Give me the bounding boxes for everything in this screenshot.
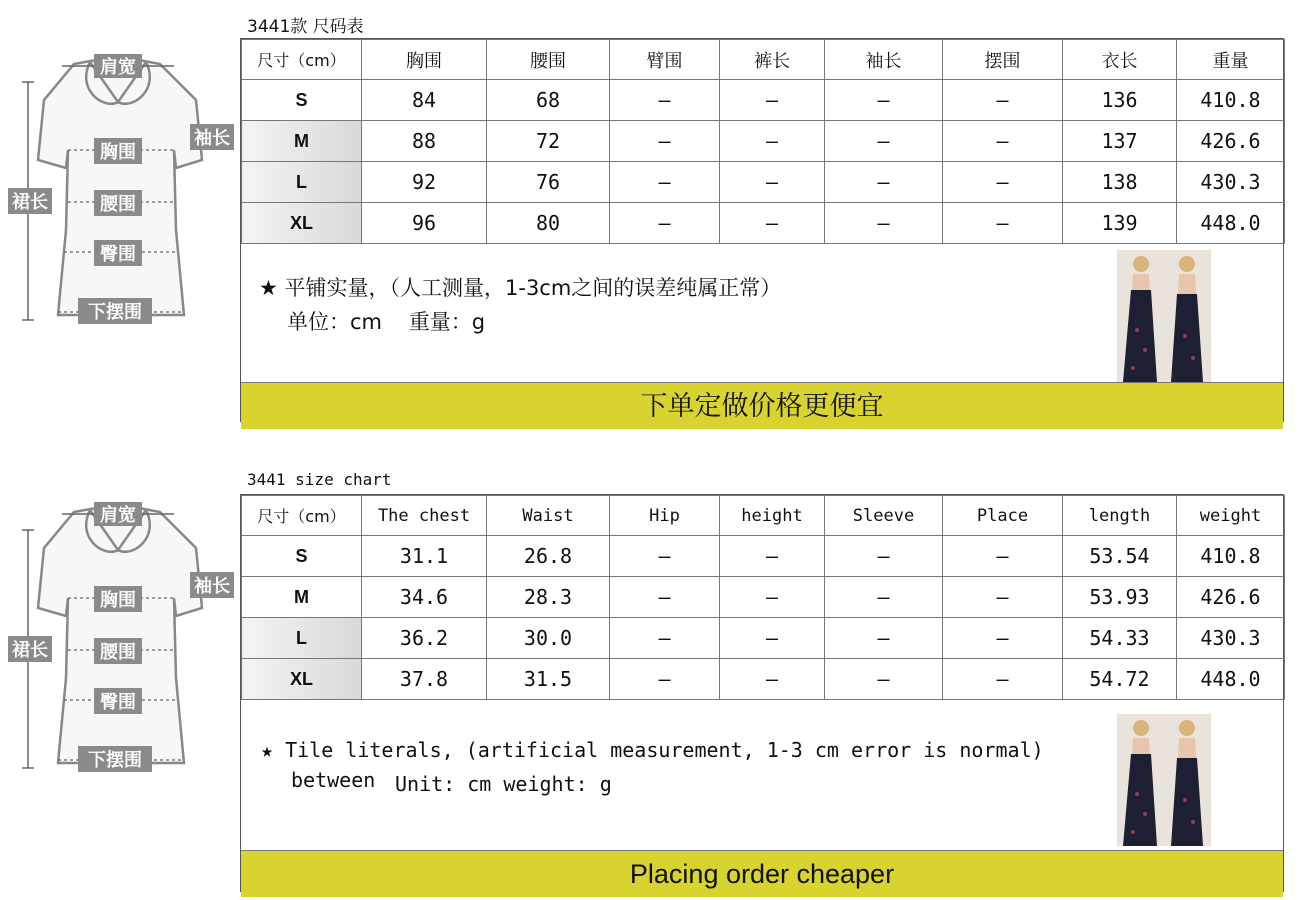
unit-note-between: between xyxy=(291,768,376,792)
table-cell: — xyxy=(720,203,825,244)
table-cell: — xyxy=(943,121,1063,162)
label-waist: 腰围 xyxy=(100,194,136,215)
table-cell: 137 xyxy=(1063,121,1177,162)
table-row xyxy=(242,162,1285,203)
table-cell: — xyxy=(720,121,825,162)
table-cell: — xyxy=(825,536,943,577)
table-cell: — xyxy=(825,203,943,244)
table-cell: 426.6 xyxy=(1177,121,1285,162)
header-cell: length xyxy=(1063,496,1177,536)
size-cell: M xyxy=(242,577,362,618)
table-cell: 54.72 xyxy=(1063,659,1177,700)
promo-banner: 下单定做价格更便宜 xyxy=(241,382,1283,429)
notes-area xyxy=(241,244,1283,382)
header-cell: 尺寸（cm） xyxy=(242,40,362,80)
dress-measurement-diagram xyxy=(6,50,238,340)
header-cell: 腰围 xyxy=(487,40,610,80)
header-cell: 胸围 xyxy=(362,40,487,80)
table-cell: 76 xyxy=(487,162,610,203)
table-cell: — xyxy=(720,162,825,203)
label-sleeve: 袖长 xyxy=(194,128,230,149)
table-cell: 26.8 xyxy=(487,536,610,577)
table-row xyxy=(242,80,1285,121)
size-table xyxy=(241,39,1285,244)
table-cell: — xyxy=(610,536,720,577)
size-cell: XL xyxy=(242,659,362,700)
table-row xyxy=(242,536,1285,577)
table-cell: 96 xyxy=(362,203,487,244)
label-shoulder: 肩宽 xyxy=(100,57,136,78)
table-cell: — xyxy=(610,80,720,121)
notes-area xyxy=(241,700,1283,850)
table-cell: 84 xyxy=(362,80,487,121)
table-cell: — xyxy=(943,162,1063,203)
size-table xyxy=(241,495,1285,700)
table-cell: 28.3 xyxy=(487,577,610,618)
header-cell: The chest xyxy=(362,496,487,536)
table-cell: 448.0 xyxy=(1177,203,1285,244)
chart-title: 3441 size chart xyxy=(247,470,392,489)
header-cell: 摆围 xyxy=(943,40,1063,80)
table-row xyxy=(242,659,1285,700)
table-row xyxy=(242,618,1285,659)
size-cell: S xyxy=(242,536,362,577)
measurement-note: ★ 平铺实量，（人工测量，1-3cm之间的误差纯属正常） xyxy=(259,276,782,300)
size-cell: XL xyxy=(242,203,362,244)
table-cell: — xyxy=(825,618,943,659)
dress-measurement-diagram xyxy=(6,498,238,788)
label-skirt-length: 裙长 xyxy=(12,640,48,661)
header-cell: 裤长 xyxy=(720,40,825,80)
table-cell: 53.54 xyxy=(1063,536,1177,577)
table-cell: — xyxy=(943,536,1063,577)
table-header-row xyxy=(242,496,1285,536)
table-cell: — xyxy=(610,618,720,659)
table-cell: 448.0 xyxy=(1177,659,1285,700)
label-chest: 胸围 xyxy=(100,590,136,611)
table-cell: — xyxy=(943,618,1063,659)
table-cell: 139 xyxy=(1063,203,1177,244)
table-cell: 138 xyxy=(1063,162,1177,203)
table-cell: 36.2 xyxy=(362,618,487,659)
header-cell: 衣长 xyxy=(1063,40,1177,80)
header-cell: Sleeve xyxy=(825,496,943,536)
table-cell: — xyxy=(610,203,720,244)
size-cell: S xyxy=(242,80,362,121)
header-cell: height xyxy=(720,496,825,536)
table-cell: — xyxy=(825,577,943,618)
table-cell: — xyxy=(720,80,825,121)
table-cell: 410.8 xyxy=(1177,80,1285,121)
label-shoulder: 肩宽 xyxy=(100,505,136,526)
table-cell: — xyxy=(610,162,720,203)
table-cell: 37.8 xyxy=(362,659,487,700)
table-cell: 88 xyxy=(362,121,487,162)
size-table-container xyxy=(240,38,1284,422)
table-row xyxy=(242,203,1285,244)
table-cell: 53.93 xyxy=(1063,577,1177,618)
table-row xyxy=(242,577,1285,618)
table-cell: — xyxy=(825,121,943,162)
header-cell: 尺寸（cm） xyxy=(242,496,362,536)
table-cell: — xyxy=(943,203,1063,244)
header-cell: Place xyxy=(943,496,1063,536)
unit-note: Unit: cm weight: g xyxy=(395,772,612,796)
table-cell: 54.33 xyxy=(1063,618,1177,659)
table-cell: — xyxy=(610,121,720,162)
table-header-row xyxy=(242,40,1285,80)
table-cell: 68 xyxy=(487,80,610,121)
label-hem: 下摆围 xyxy=(88,302,142,323)
table-cell: 426.6 xyxy=(1177,577,1285,618)
header-cell: Waist xyxy=(487,496,610,536)
table-cell: 80 xyxy=(487,203,610,244)
label-hem: 下摆围 xyxy=(88,750,142,771)
table-cell: — xyxy=(825,659,943,700)
label-waist: 腰围 xyxy=(100,642,136,663)
table-cell: — xyxy=(825,162,943,203)
unit-note: 单位：cm 重量：g xyxy=(287,310,486,334)
table-cell: — xyxy=(610,659,720,700)
header-cell: Hip xyxy=(610,496,720,536)
table-cell: 430.3 xyxy=(1177,618,1285,659)
table-row xyxy=(242,121,1285,162)
size-cell: L xyxy=(242,162,362,203)
table-cell: 31.1 xyxy=(362,536,487,577)
size-table-container xyxy=(240,494,1284,892)
table-cell: — xyxy=(720,536,825,577)
table-cell: 72 xyxy=(487,121,610,162)
table-cell: — xyxy=(720,577,825,618)
label-hip: 臀围 xyxy=(100,692,136,713)
table-cell: 92 xyxy=(362,162,487,203)
header-cell: 袖长 xyxy=(825,40,943,80)
product-photo xyxy=(1117,714,1211,846)
size-cell: M xyxy=(242,121,362,162)
label-chest: 胸围 xyxy=(100,142,136,163)
table-cell: — xyxy=(720,618,825,659)
table-cell: 31.5 xyxy=(487,659,610,700)
table-cell: — xyxy=(943,659,1063,700)
chart-title: 3441款 尺码表 xyxy=(247,17,364,37)
promo-banner: Placing order cheaper xyxy=(241,850,1283,897)
product-photo xyxy=(1117,250,1211,382)
label-skirt-length: 裙长 xyxy=(12,192,48,213)
table-cell: 410.8 xyxy=(1177,536,1285,577)
measurement-note: ★ Tile literals, (artificial measurement, 1-3 cm error is normal) xyxy=(261,738,1044,762)
header-cell: 臂围 xyxy=(610,40,720,80)
table-cell: 136 xyxy=(1063,80,1177,121)
table-cell: — xyxy=(610,577,720,618)
label-hip: 臀围 xyxy=(100,244,136,265)
header-cell: weight xyxy=(1177,496,1285,536)
table-cell: — xyxy=(943,80,1063,121)
size-cell: L xyxy=(242,618,362,659)
table-cell: 34.6 xyxy=(362,577,487,618)
table-cell: — xyxy=(943,577,1063,618)
table-cell: — xyxy=(720,659,825,700)
label-sleeve: 袖长 xyxy=(194,576,230,597)
table-cell: — xyxy=(825,80,943,121)
table-cell: 30.0 xyxy=(487,618,610,659)
header-cell: 重量 xyxy=(1177,40,1285,80)
table-cell: 430.3 xyxy=(1177,162,1285,203)
